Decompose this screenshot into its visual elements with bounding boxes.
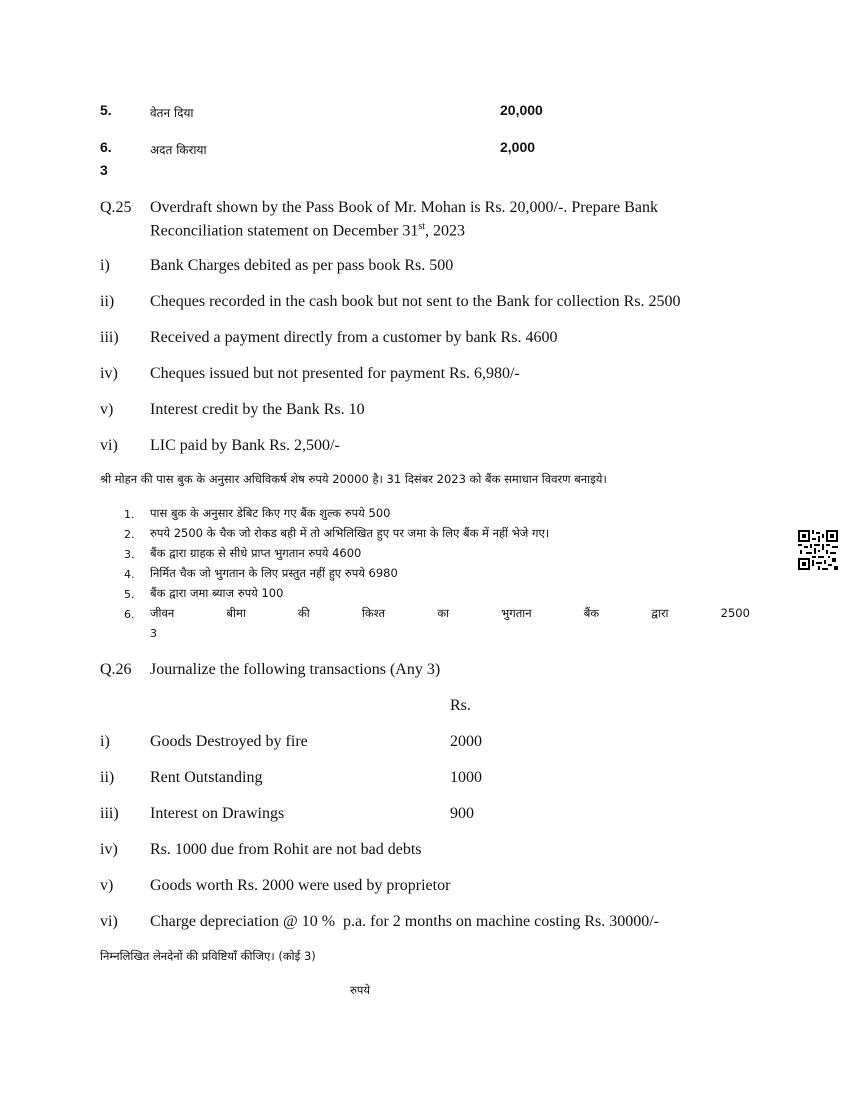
q25-hindi-item6-word: भुगतान xyxy=(501,606,532,620)
q25-hindi-num: 1. xyxy=(124,508,135,521)
q25-item-num: v) xyxy=(100,401,114,418)
q26-item-text: Interest on Drawings xyxy=(150,805,285,822)
q26-item-amount: 1000 xyxy=(450,769,482,786)
q25-hindi-text: निर्मित चैक जो भुगतान के लिए प्रस्तुत नहीं हुए रुपये 6980 xyxy=(150,566,398,580)
q25-hindi-item6-word: किश्त xyxy=(361,606,386,620)
q25-line2-sup: st xyxy=(418,221,426,232)
q26-title: Journalize the following transactions (Any 3) xyxy=(150,661,441,678)
q25-hindi-intro: श्री मोहन की पास बुक के अनुसार अधिविकर्ष शेष रुपये 20000 है। 31 दिसंबर 2023 को बैंक समाधान विवरण बनाइये। xyxy=(100,472,607,486)
q25-hindi-item6-word: बीमा xyxy=(226,606,246,620)
q26-item-text: Charge depreciation @ 10 % p.a. for 2 months on machine costing Rs. 30000/- xyxy=(150,913,660,930)
q25-hindi-num: 2. xyxy=(124,528,135,541)
q25-hindi-item6-word: बैंक xyxy=(583,606,600,620)
q26-item-text: Rent Outstanding xyxy=(150,769,263,786)
q26-item-num: ii) xyxy=(100,769,115,786)
item-5-number: 5. xyxy=(100,102,112,118)
q26-rs-header: Rs. xyxy=(450,697,471,714)
q25-item-text: LIC paid by Bank Rs. 2,500/- xyxy=(150,437,340,454)
q26-item-text: Goods Destroyed by fire xyxy=(150,733,308,750)
q26-item-text: Rs. 1000 due from Rohit are not bad debts xyxy=(150,841,422,858)
q26-hindi-title: निम्नलिखित लेनदेनों की प्रविष्टियाँ कीजिए। (कोई 3) xyxy=(100,949,316,963)
q25-hindi-item6-word: की xyxy=(297,606,310,620)
q25-hindi-item6-word: जीवन xyxy=(150,606,175,620)
q25-number: Q.25 xyxy=(100,199,132,216)
q25-item-text: Bank Charges debited as per pass book Rs. 500 xyxy=(150,257,454,274)
item-6-number: 6. xyxy=(100,139,112,155)
q25-hindi-item6 xyxy=(150,606,750,621)
q25-item-num: vi) xyxy=(100,437,118,454)
q25-line1 xyxy=(150,199,750,217)
q26-item-num: vi) xyxy=(100,913,118,930)
q25-hindi-text: पास बुक के अनुसार डेबिट किए गए बैंक शुल्क रुपये 500 xyxy=(150,506,391,520)
q25-item-num: i) xyxy=(100,257,110,274)
q25-item-text: Cheques recorded in the cash book but not sent to the Bank for collection Rs. 2500 xyxy=(150,293,681,310)
q25-line2 xyxy=(150,221,465,240)
q25-hindi-num: 6. xyxy=(124,608,135,621)
q25-line2-post: , 2023 xyxy=(425,222,466,240)
q26-item-amount: 900 xyxy=(450,805,474,822)
q25-hindi-item6-word: द्वारा xyxy=(651,606,669,620)
item-5-label: वेतन दिया xyxy=(150,106,194,120)
q25-hindi-num: 3. xyxy=(124,548,135,561)
q25-hindi-text: रुपये 2500 के चैक जो रोकड बही में तो अभिलिखित हुए पर जमा के लिए बैंक में नहीं भेजे गए। xyxy=(150,526,550,540)
q26-item-text: Goods worth Rs. 2000 were used by proprietor xyxy=(150,877,451,894)
q25-item-text: Interest credit by the Bank Rs. 10 xyxy=(150,401,365,418)
item-6-amount: 2,000 xyxy=(500,139,536,155)
q25-hindi-num: 5. xyxy=(124,588,135,601)
q25-hindi-marks: 3 xyxy=(150,627,157,640)
q25-hindi-item6-word: 2500 xyxy=(720,606,750,620)
q26-item-num: iii) xyxy=(100,805,119,822)
q26-number: Q.26 xyxy=(100,661,132,678)
q25-item-num: ii) xyxy=(100,293,115,310)
q25-line1-text: Overdraft shown by the Pass Book of Mr. Mohan is Rs. 20,000/-. Prepare Bank xyxy=(150,199,658,216)
q26-item-amount: 2000 xyxy=(450,733,482,750)
q26-hindi-rs: रुपये xyxy=(350,983,371,997)
q26-item-num: iv) xyxy=(100,841,118,858)
q25-hindi-text: बैंक द्वारा जमा ब्याज रुपये 100 xyxy=(150,586,284,600)
item-5-amount: 20,000 xyxy=(500,102,543,118)
item-6-label: अदत किराया xyxy=(150,143,207,157)
q25-hindi-text: बैंक द्वारा ग्राहक से सीधे प्राप्त भुगतान रुपये 4600 xyxy=(150,546,362,560)
qr-code-icon xyxy=(798,530,838,570)
q25-hindi-item6-word: का xyxy=(437,606,450,620)
q26-item-num: v) xyxy=(100,877,114,894)
top-marks: 3 xyxy=(100,162,108,178)
q25-line2-pre: Reconciliation statement on December 31 xyxy=(150,222,419,240)
q26-item-num: i) xyxy=(100,733,110,750)
q25-item-text: Cheques issued but not presented for payment Rs. 6,980/- xyxy=(150,365,520,382)
q25-item-num: iii) xyxy=(100,329,119,346)
q25-item-num: iv) xyxy=(100,365,118,382)
q25-item-text: Received a payment directly from a customer by bank Rs. 4600 xyxy=(150,329,558,346)
q25-hindi-num: 4. xyxy=(124,568,135,581)
